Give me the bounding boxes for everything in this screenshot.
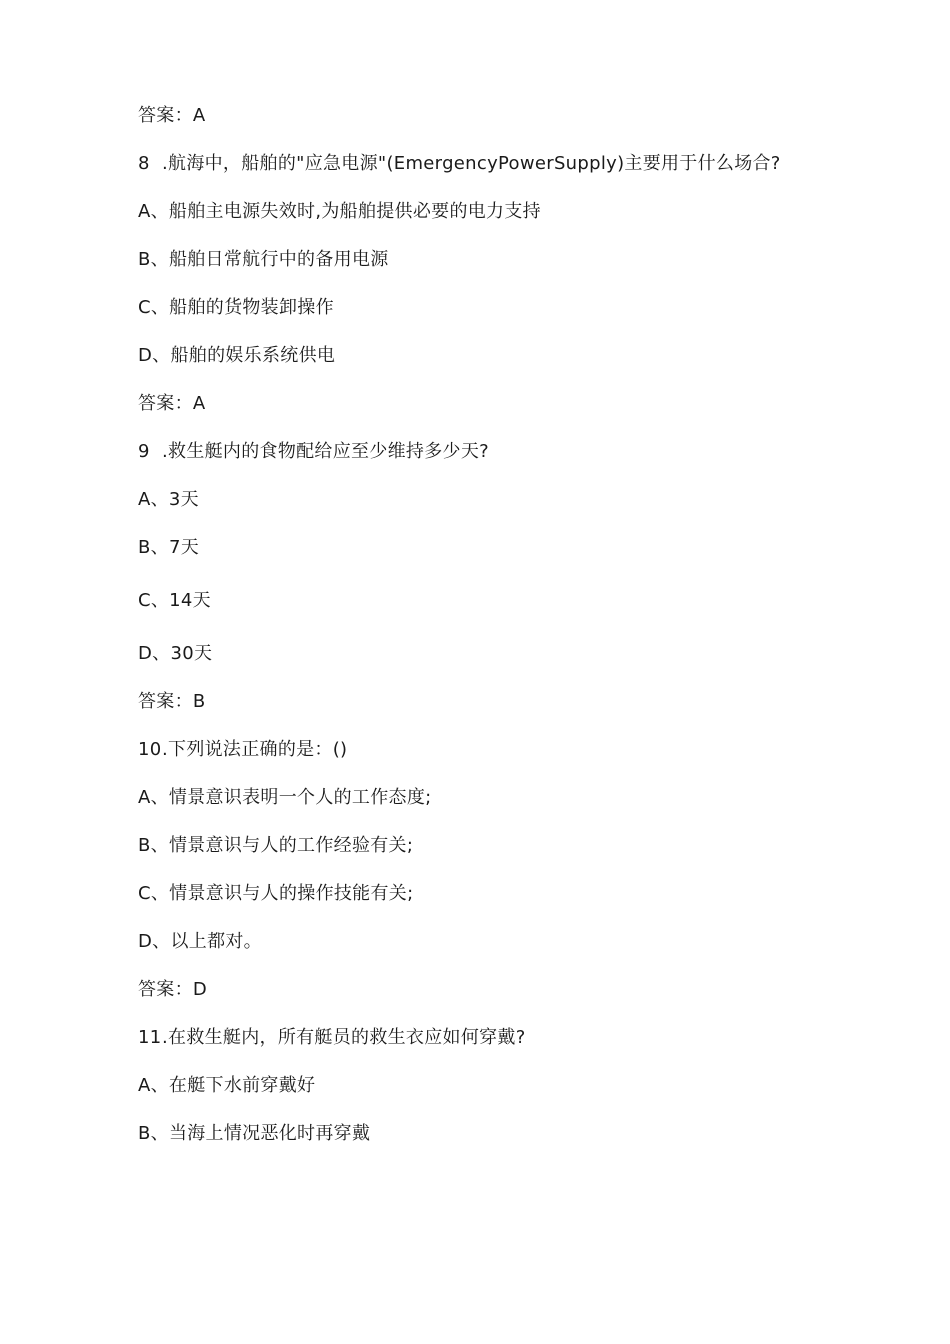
question-text: .救生艇内的食物配给应至少维持多少天? (162, 441, 489, 462)
option-letter: A、 (138, 201, 169, 222)
option-text: 14天 (169, 590, 211, 611)
question-text: .下列说法正确的是：() (162, 739, 348, 760)
option-line (138, 344, 335, 368)
answer-line (138, 978, 207, 1002)
option-line (138, 786, 432, 810)
option-line (138, 1122, 370, 1146)
question-number: 8 (138, 153, 150, 174)
question-text: .在救生艇内，所有艇员的救生衣应如何穿戴? (162, 1027, 526, 1048)
option-text: 3天 (168, 489, 199, 510)
option-letter: B、 (138, 835, 169, 856)
answer-label: 答案： (138, 691, 193, 712)
option-text: 船舶主电源失效时,为船舶提供必要的电力支持 (168, 201, 541, 222)
question-line (138, 738, 347, 762)
option-line (138, 930, 262, 954)
option-line (138, 536, 199, 560)
question-number: 11 (138, 1027, 162, 1048)
option-line (138, 834, 413, 858)
question-number: 10 (138, 739, 162, 760)
question-text: .航海中，船舶的"应急电源"(EmergencyPowerSupply)主要用于什么场合? (162, 153, 781, 174)
option-text: 30天 (170, 643, 213, 664)
option-line (138, 1074, 315, 1098)
option-line (138, 200, 541, 224)
option-letter: D、 (138, 643, 171, 664)
answer-value: D (192, 979, 208, 1000)
answer-value: A (192, 105, 206, 126)
option-text: 7天 (168, 537, 200, 558)
option-letter: B、 (138, 249, 169, 270)
option-letter: C、 (138, 297, 170, 318)
option-text: 当海上情况恶化时再穿戴 (168, 1123, 371, 1144)
option-text: 情景意识与人的操作技能有关; (169, 883, 414, 904)
answer-value: B (192, 691, 206, 712)
answer-line (138, 690, 206, 714)
question-line (138, 1026, 526, 1050)
option-text: 情景意识与人的工作经验有关; (168, 835, 414, 856)
answer-line (138, 104, 206, 128)
option-line (138, 296, 334, 320)
answer-label: 答案： (138, 105, 193, 126)
option-text: 船舶的娱乐系统供电 (170, 345, 336, 366)
option-letter: A、 (138, 489, 169, 510)
option-text: 以上都对。 (170, 931, 262, 952)
option-letter: C、 (138, 590, 170, 611)
option-letter: A、 (138, 787, 169, 808)
option-text: 在艇下水前穿戴好 (168, 1075, 316, 1096)
option-letter: B、 (138, 537, 169, 558)
option-letter: D、 (138, 931, 171, 952)
option-letter: A、 (138, 1075, 169, 1096)
option-line (138, 488, 199, 512)
question-number: 9 (138, 441, 150, 462)
answer-value: A (192, 393, 206, 414)
option-text: 船舶日常航行中的备用电源 (168, 249, 389, 270)
answer-line (138, 392, 206, 416)
option-line (138, 589, 211, 613)
option-line (138, 642, 212, 666)
option-letter: D、 (138, 345, 171, 366)
option-text: 情景意识表明一个人的工作态度; (168, 787, 432, 808)
question-line (138, 152, 781, 176)
answer-label: 答案： (138, 979, 193, 1000)
answer-label: 答案： (138, 393, 193, 414)
option-line (138, 248, 389, 272)
option-letter: C、 (138, 883, 170, 904)
option-text: 船舶的货物装卸操作 (169, 297, 334, 318)
option-line (138, 882, 413, 906)
question-line (138, 440, 489, 464)
option-letter: B、 (138, 1123, 169, 1144)
